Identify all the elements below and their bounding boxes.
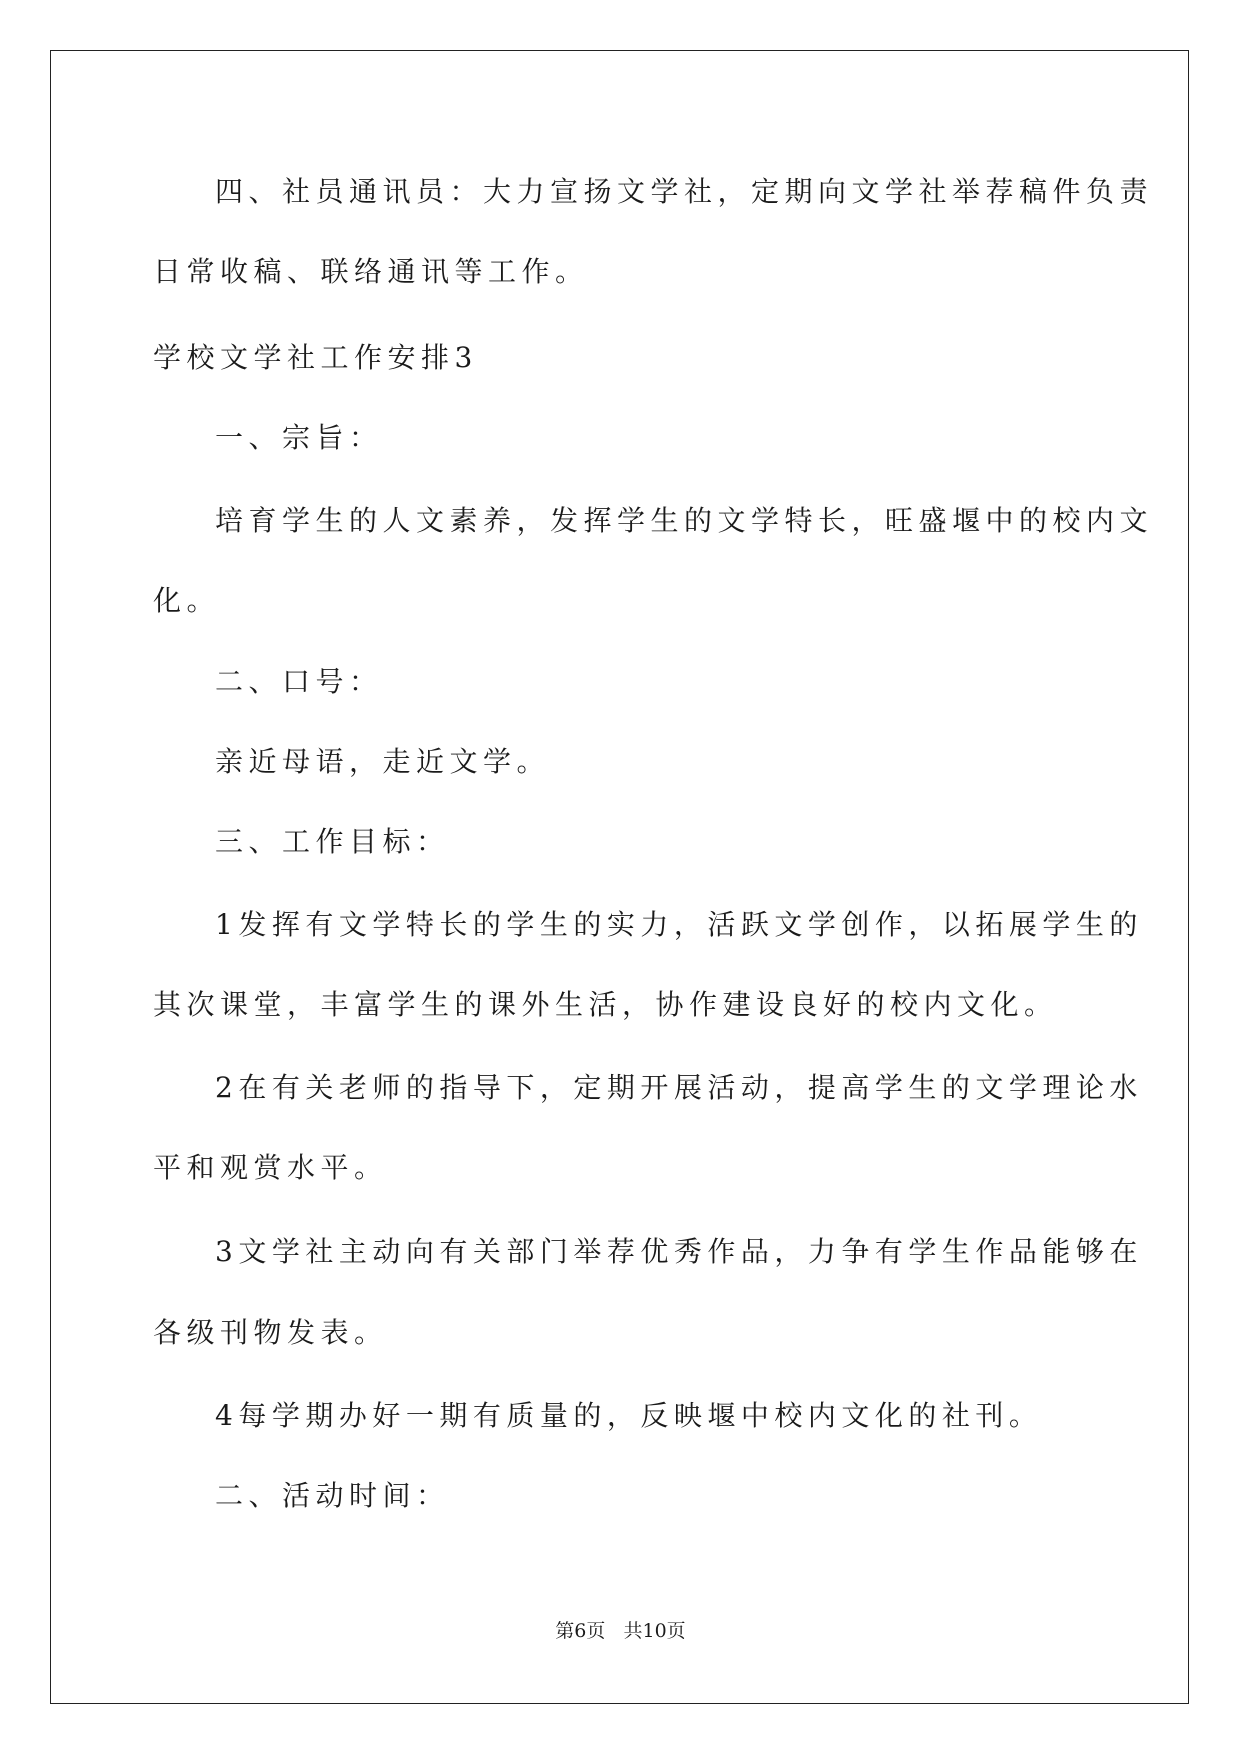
text-line: 各级刊物发表。 bbox=[153, 1316, 388, 1349]
section-title: 学校文学社工作安排3 bbox=[153, 341, 478, 374]
text-line: 日常收稿、联络通讯等工作。 bbox=[153, 255, 589, 288]
text-line: 培育学生的人文素养，发挥学生的文学特长，旺盛堰中的校内文 bbox=[215, 504, 1154, 537]
section-heading: 三、工作目标： bbox=[215, 825, 450, 858]
text-line: 2在有关老师的指导下，定期开展活动，提高学生的文学理论水 bbox=[215, 1071, 1143, 1104]
section-heading: 二、口号： bbox=[215, 665, 383, 698]
section-heading: 一、宗旨： bbox=[215, 421, 383, 454]
section-heading: 二、活动时间： bbox=[215, 1479, 450, 1512]
text-line: 四、社员通讯员：大力宣扬文学社，定期向文学社举荐稿件负责 bbox=[215, 175, 1154, 208]
text-line: 亲近母语，走近文学。 bbox=[215, 745, 551, 778]
text-line: 平和观赏水平。 bbox=[153, 1151, 388, 1184]
text-line: 其次课堂，丰富学生的课外生活，协作建设良好的校内文化。 bbox=[153, 988, 1058, 1021]
page-number: 第6页 共10页 bbox=[555, 1620, 686, 1642]
text-line: 3文学社主动向有关部门举荐优秀作品，力争有学生作品能够在 bbox=[215, 1235, 1143, 1268]
text-line: 化。 bbox=[153, 584, 221, 617]
page-border bbox=[50, 50, 1189, 1704]
text-line: 4每学期办好一期有质量的，反映堰中校内文化的社刊。 bbox=[215, 1399, 1043, 1432]
text-line: 1发挥有文学特长的学生的实力，活跃文学创作，以拓展学生的 bbox=[215, 908, 1143, 941]
